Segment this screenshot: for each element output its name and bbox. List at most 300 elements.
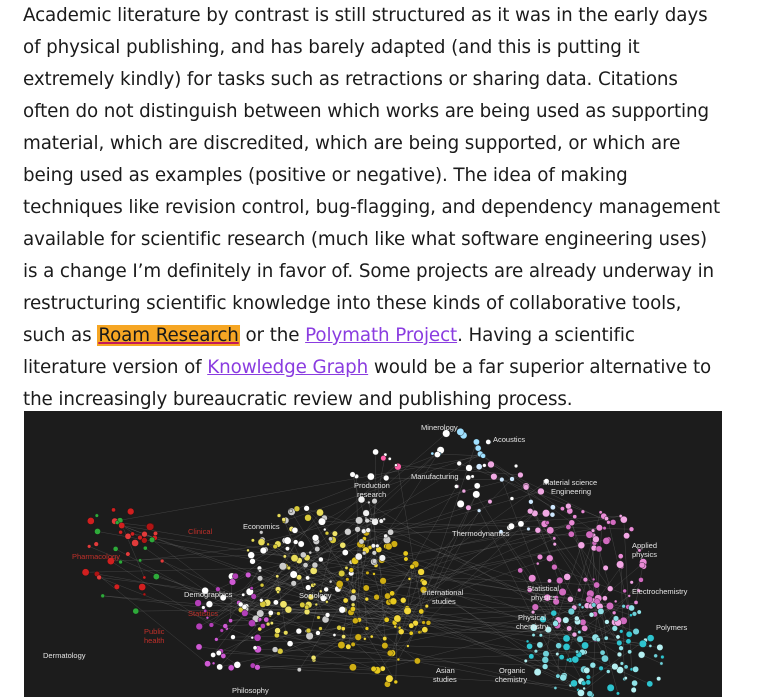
graph-node: [260, 623, 265, 628]
graph-node: [119, 522, 125, 528]
graph-node: [211, 652, 216, 657]
graph-node: [591, 529, 595, 533]
graph-node: [283, 630, 288, 635]
graph-node: [323, 528, 326, 531]
graph-node: [647, 635, 654, 642]
graph-node: [410, 564, 415, 569]
graph-node: [365, 597, 369, 601]
graph-node: [220, 629, 224, 633]
graph-node: [238, 602, 243, 607]
graph-node: [268, 610, 273, 615]
graph-node: [143, 576, 146, 579]
graph-node: [631, 687, 637, 693]
graph-node: [372, 498, 378, 504]
graph-node: [628, 594, 631, 597]
graph-node: [581, 681, 586, 686]
graph-node: [365, 627, 369, 631]
graph-node: [367, 473, 374, 480]
graph-node: [216, 650, 221, 655]
graph-node: [127, 508, 134, 515]
graph-node: [310, 567, 317, 574]
graph-node: [589, 612, 594, 617]
graph-node: [598, 608, 604, 614]
graph-node: [476, 464, 482, 470]
graph-node: [234, 661, 241, 668]
label-physical-chem-2: chemistry: [516, 622, 549, 631]
graph-node: [153, 573, 159, 579]
graph-node: [566, 626, 571, 631]
graph-node: [258, 539, 265, 546]
graph-node: [355, 553, 362, 560]
graph-node: [546, 555, 553, 562]
graph-node: [270, 621, 273, 624]
graph-node: [577, 588, 581, 592]
graph-node: [312, 534, 319, 541]
graph-node: [325, 600, 328, 603]
graph-node: [583, 577, 588, 582]
graph-node: [318, 557, 323, 562]
knowledge-graph-link[interactable]: Knowledge Graph: [207, 357, 369, 378]
graph-node: [101, 594, 105, 598]
graph-node: [245, 572, 251, 578]
label-production-1: Production: [354, 481, 390, 490]
graph-node: [350, 472, 355, 477]
graph-edge: [86, 568, 260, 572]
label-sociology: Sociology: [299, 591, 332, 600]
graph-node: [282, 518, 286, 522]
graph-node: [350, 595, 356, 601]
graph-node: [329, 580, 332, 583]
graph-node: [556, 652, 560, 656]
graph-node: [372, 551, 377, 556]
graph-node: [574, 616, 579, 621]
graph-node: [616, 635, 620, 639]
graph-node: [291, 555, 298, 562]
graph-node: [294, 506, 300, 512]
graph-node: [355, 634, 362, 641]
graph-node: [383, 636, 387, 640]
graph-node: [336, 580, 343, 587]
graph-node: [559, 588, 567, 596]
paragraph: [23, 0, 723, 416]
graph-node: [624, 676, 627, 679]
graph-node: [638, 577, 643, 582]
graph-node: [339, 606, 346, 613]
graph-node: [466, 505, 471, 510]
label-clinical-2: Pharmacology: [72, 552, 120, 561]
graph-node: [130, 532, 134, 536]
graph-node: [273, 600, 278, 605]
graph-node: [457, 428, 464, 435]
graph-node: [204, 661, 210, 667]
graph-node: [422, 627, 428, 633]
graph-node: [623, 589, 627, 593]
label-electrochemistry: Electrochemistry: [632, 587, 688, 596]
graph-node: [316, 631, 321, 636]
graph-node: [248, 552, 255, 559]
graph-node: [380, 578, 387, 585]
graph-node: [634, 600, 638, 604]
graph-node: [214, 637, 218, 641]
graph-node: [139, 583, 146, 590]
graph-node: [328, 537, 332, 541]
graph-node: [610, 519, 616, 525]
graph-node: [612, 626, 618, 632]
graph-node: [542, 656, 549, 663]
paragraph-text-2: or the: [239, 325, 306, 346]
label-international-1: International: [422, 588, 464, 597]
graph-node: [341, 627, 345, 631]
graph-node: [291, 581, 297, 587]
graph-node: [325, 613, 330, 618]
graph-node: [617, 652, 622, 657]
graph-node: [304, 609, 310, 615]
label-acoustics: Acoustics: [493, 435, 526, 444]
graph-node: [454, 484, 458, 488]
graph-node: [568, 531, 574, 537]
graph-node: [372, 572, 375, 575]
graph-node: [221, 653, 226, 658]
graph-node: [375, 544, 379, 548]
graph-node: [273, 544, 278, 549]
graph-node: [518, 521, 524, 527]
graph-node: [389, 591, 394, 596]
graph-node: [351, 603, 355, 607]
graph-node: [351, 589, 356, 594]
graph-node: [305, 514, 312, 521]
graph-node: [366, 528, 371, 533]
graph-node: [253, 646, 257, 650]
graph-node: [387, 650, 393, 656]
graph-node: [287, 566, 291, 570]
graph-node: [384, 617, 389, 622]
graph-node: [482, 463, 486, 467]
graph-node: [622, 604, 626, 608]
label-engineering: Engineering: [551, 487, 592, 496]
graph-node: [311, 655, 316, 660]
graph-node: [592, 603, 597, 608]
graph-node: [586, 596, 593, 603]
graph-node: [242, 593, 245, 596]
graph-node: [481, 453, 486, 458]
graph-node: [400, 597, 406, 603]
label-organic-2: chemistry: [495, 675, 528, 684]
graph-node: [649, 644, 652, 647]
graph-node: [94, 542, 99, 547]
graph-node: [373, 449, 379, 455]
graph-node: [97, 575, 102, 580]
graph-node: [466, 475, 471, 480]
graph-node: [592, 578, 595, 581]
graph-node: [361, 529, 366, 534]
graph-node: [260, 583, 264, 587]
graph-node: [345, 566, 348, 569]
graph-node: [292, 527, 298, 533]
graph-node: [388, 457, 391, 460]
graph-node: [583, 687, 586, 690]
graph-node: [587, 691, 593, 697]
graph-node: [260, 547, 267, 554]
graph-node: [254, 634, 261, 641]
graph-node: [255, 664, 261, 670]
graph-node: [603, 526, 607, 530]
graph-node: [596, 546, 602, 552]
graph-node: [584, 667, 590, 673]
graph-node: [647, 681, 653, 687]
label-economics: Economics: [243, 522, 280, 531]
graph-node: [160, 559, 164, 563]
graph-node: [661, 655, 665, 659]
graph-node: [386, 675, 394, 683]
graph-node: [223, 624, 228, 629]
graph-node: [229, 619, 233, 623]
graph-node: [296, 628, 302, 634]
graph-node: [536, 562, 539, 565]
graph-node: [398, 629, 404, 635]
graph-node: [560, 674, 567, 681]
paragraph-text-3: . Having a scientific literature version of: [23, 325, 635, 378]
graph-node: [575, 650, 579, 654]
graph-node: [534, 649, 538, 653]
graph-node: [529, 499, 534, 504]
graph-node: [586, 675, 591, 680]
graph-node: [196, 644, 202, 650]
graph-node: [355, 517, 362, 524]
graph-node: [309, 551, 312, 554]
label-statistical-2: physics: [531, 593, 557, 602]
graph-node: [547, 579, 551, 583]
graph-node: [565, 503, 571, 509]
graph-node: [366, 571, 370, 575]
graph-node: [553, 621, 559, 627]
graph-node: [305, 585, 311, 591]
graph-node: [409, 623, 414, 628]
graph-node: [606, 670, 610, 674]
graph-node: [566, 524, 571, 529]
graph-node: [537, 642, 543, 648]
graph-node: [624, 665, 628, 669]
label-public-health-1: Public: [144, 627, 165, 636]
label-dermatology: Dermatology: [43, 651, 86, 660]
graph-node: [388, 529, 394, 535]
graph-node: [342, 549, 348, 555]
paragraph-text-1: Academic literature by contrast is still structured as it was in the early days of physical publishing, and has barely adapted (and this is putting it extremely kindly) for tasks such as retractions or sharing data. Citations often do not distinguish between which works are being used as supporting material, which are discredited, which are being supported, or which are being used as examples (positive or negative). The idea of making techniques like revision control, bug-flagging, and dependency management available for scientific research (much like what software engineering uses) is a change I’m definitely in favor of. Some projects are already underway in restructuring scientific knowledge into these kinds of collaborative tools, such as: [23, 5, 721, 346]
graph-node: [425, 604, 429, 608]
graph-node: [550, 505, 555, 510]
graph-node: [523, 484, 529, 490]
label-manufacturing: Manufacturing: [411, 472, 459, 481]
graph-node: [542, 664, 548, 670]
graph-node: [593, 536, 600, 543]
graph-node: [250, 558, 256, 564]
graph-node: [380, 666, 385, 671]
graph-node: [362, 551, 366, 555]
graph-node: [142, 531, 148, 537]
graph-node: [510, 477, 515, 482]
graph-node: [338, 641, 345, 648]
graph-node: [264, 617, 269, 622]
graph-node: [300, 602, 305, 607]
label-asian-2: studies: [433, 675, 457, 684]
graph-node: [153, 531, 157, 535]
graph-node: [602, 596, 607, 601]
graph-node: [612, 663, 619, 670]
graph-node: [426, 620, 431, 625]
graph-node: [570, 680, 577, 687]
graph-node: [639, 562, 645, 568]
graph-node: [317, 616, 321, 620]
graph-node: [616, 561, 624, 569]
graph-node: [627, 650, 631, 654]
graph-node: [572, 656, 579, 663]
graph-node: [196, 623, 203, 630]
label-law: Law: [365, 515, 379, 524]
label-minerology: Minerology: [421, 423, 458, 432]
graph-node: [231, 635, 236, 640]
graph-node: [559, 654, 564, 659]
graph-node: [384, 534, 388, 538]
graph-edge: [341, 618, 397, 645]
graph-node: [406, 645, 409, 648]
graph-node: [385, 543, 392, 550]
graph-node: [654, 654, 658, 658]
graph-node: [341, 634, 345, 638]
graph-node: [352, 618, 358, 624]
graph-node: [553, 542, 557, 546]
graph-node: [146, 523, 153, 530]
graph-node: [560, 506, 564, 510]
graph-node: [637, 610, 641, 614]
graph-node: [629, 527, 634, 532]
label-production-2: research: [357, 490, 387, 499]
science-map-figure: [24, 411, 722, 697]
graph-edge: [558, 646, 559, 676]
label-physical-chem-1: Physical: [518, 613, 546, 622]
graph-node: [532, 604, 539, 611]
label-clinical-1: Clinical: [188, 527, 213, 536]
graph-node: [349, 568, 354, 573]
graph-node: [554, 686, 557, 689]
graph-node: [586, 680, 591, 685]
graph-node: [578, 603, 581, 606]
graph-node: [247, 549, 250, 552]
graph-node: [620, 516, 627, 523]
graph-node: [566, 658, 569, 661]
graph-node: [404, 557, 408, 561]
roam-research-link[interactable]: Roam Research: [98, 325, 239, 346]
graph-node: [537, 488, 544, 495]
graph-node: [304, 605, 309, 610]
graph-node: [259, 530, 263, 534]
graph-node: [82, 569, 89, 576]
graph-node: [543, 651, 550, 658]
graph-node: [628, 605, 634, 611]
graph-node: [528, 575, 535, 582]
graph-node: [313, 583, 316, 586]
graph-node: [114, 584, 120, 590]
graph-node: [350, 606, 355, 611]
graph-node: [626, 639, 631, 644]
graph-node: [408, 577, 411, 580]
graph-node: [421, 580, 427, 586]
label-philosophy: Philosophy: [232, 686, 269, 695]
graph-node: [633, 628, 640, 635]
graph-node: [418, 569, 425, 576]
graph-node: [315, 546, 320, 551]
graph-node: [578, 542, 585, 549]
label-applied-1: Applied: [632, 541, 658, 550]
graph-node: [284, 537, 291, 544]
graph-node: [251, 539, 254, 542]
graph-node: [639, 640, 646, 647]
graph-node: [344, 528, 351, 535]
graph-node: [619, 646, 624, 651]
graph-node: [349, 664, 356, 671]
polymath-project-link[interactable]: Polymath Project: [305, 325, 458, 346]
graph-node: [535, 527, 541, 533]
graph-node: [398, 626, 401, 629]
graph-node: [250, 586, 253, 589]
graph-node: [138, 559, 141, 562]
graph-node: [527, 527, 531, 531]
graph-edge: [120, 520, 144, 577]
graph-node: [343, 598, 348, 603]
label-applied-2: physics: [632, 550, 658, 559]
graph-node: [290, 571, 298, 579]
graph-node: [547, 527, 554, 534]
graph-node: [394, 615, 401, 622]
graph-node: [258, 617, 262, 621]
graph-node: [319, 627, 323, 631]
graph-node: [251, 636, 254, 639]
graph-node: [119, 530, 123, 534]
graph-node: [212, 662, 215, 665]
graph-node: [371, 544, 375, 548]
graph-node: [632, 680, 638, 686]
graph-node: [367, 501, 370, 504]
graph-node: [293, 540, 298, 545]
graph-node: [532, 633, 535, 636]
graph-node: [550, 512, 555, 517]
graph-node: [616, 692, 619, 695]
graph-node: [556, 577, 563, 584]
graph-node: [126, 552, 130, 556]
graph-node: [379, 555, 386, 562]
graph-node: [613, 616, 619, 622]
graph-node: [346, 644, 351, 649]
graph-node: [594, 582, 600, 588]
graph-node: [404, 607, 412, 615]
graph-node: [266, 622, 270, 626]
graph-node: [272, 647, 278, 653]
graph-node: [619, 629, 623, 633]
graph-node: [374, 594, 380, 600]
graph-node: [542, 509, 550, 517]
graph-node: [491, 473, 498, 480]
graph-node: [409, 631, 413, 635]
graph-node: [397, 658, 400, 661]
graph-node: [394, 680, 398, 684]
graph-node: [578, 630, 581, 633]
graph-node: [371, 666, 377, 672]
graph-node: [660, 662, 663, 665]
graph-node: [568, 608, 575, 615]
graph-node: [473, 439, 479, 445]
graph-edge: [140, 542, 296, 560]
graph-node: [537, 554, 543, 560]
graph-node: [603, 565, 608, 570]
label-asian-1: Asian: [436, 666, 455, 675]
